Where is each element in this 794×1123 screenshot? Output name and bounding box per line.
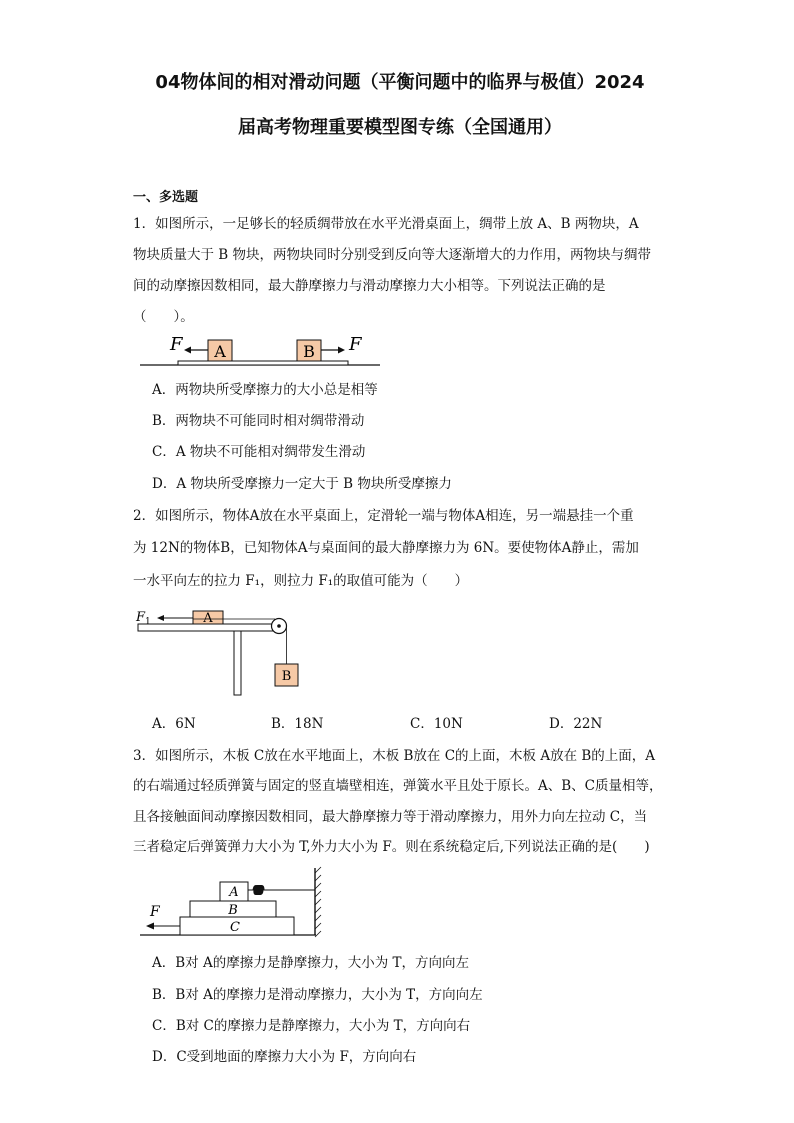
question-3-figure	[135, 865, 325, 940]
question-2-line: 为 12N的物体B，已知物体A与桌面间的最大静摩擦力为 6N。要使物体A静止，需加	[133, 540, 639, 556]
document-title-line-1: 04物体间的相对滑动问题（平衡问题中的临界与极值）2024	[155, 72, 645, 93]
board-c-label: C	[230, 920, 240, 935]
question-1-option-b: B．两物块不可能同时相对绸带滑动	[152, 413, 365, 429]
block-b-label: B	[303, 342, 315, 361]
spring-icon	[248, 886, 315, 895]
question-2-option-b: B．18N	[271, 716, 324, 732]
question-1-line: 1．如图所示，一足够长的轻质绸带放在水平光滑桌面上，绸带上放 A、B 两物块，A	[133, 216, 639, 232]
board-b-label: B	[228, 903, 238, 918]
question-2-line: 一水平向左的拉力 F₁，则拉力 F₁的取值可能为（ ）	[133, 573, 469, 589]
section-heading: 一、多选题	[133, 190, 199, 205]
question-2-option-c: C．10N	[410, 716, 463, 732]
question-1-option-a: A．两物块所受摩擦力的大小总是相等	[152, 382, 378, 398]
block-b-label: B	[281, 669, 292, 684]
question-1-line: 物块质量大于 B 物块，两物块同时分别受到反向等大逐渐增大的力作用，两物块与绸带	[133, 247, 652, 263]
arrowhead-left-icon	[146, 923, 154, 930]
question-3-option-b: B．B对 A的摩擦力是滑动摩擦力，大小为 T，方向向左	[152, 987, 483, 1003]
force-label: F	[150, 904, 160, 920]
silk-ribbon	[178, 361, 348, 365]
question-1-option-c: C．A 物块不可能相对绸带发生滑动	[152, 444, 366, 460]
force-label: $F_1$	[136, 610, 151, 627]
arrowhead-right-icon	[338, 347, 345, 354]
question-2-option-d: D．22N	[549, 716, 603, 732]
force-label-left: F	[170, 334, 183, 355]
question-3-option-c: C．B对 C的摩擦力是静摩擦力，大小为 T，方向向右	[152, 1018, 471, 1034]
question-3-line: 且各接触面间动摩擦因数相同，最大静摩擦力等于滑动摩擦力，用外力向左拉动 C，当	[133, 809, 648, 825]
question-2-option-a: A．6N	[152, 716, 196, 732]
question-1-line: 间的动摩擦因数相同，最大静摩擦力与滑动摩擦力大小相等。下列说法正确的是	[133, 278, 606, 294]
wall-hatching	[315, 867, 321, 937]
question-2-line: 2．如图所示，物体A放在水平桌面上，定滑轮一端与物体A相连，另一端悬挂一个重	[133, 508, 634, 524]
board-a-label: A	[229, 885, 239, 900]
document-title-line-2: 届高考物理重要模型图专练（全国通用）	[238, 117, 562, 138]
question-3-option-a: A．B对 A的摩擦力是静摩擦力，大小为 T，方向向左	[152, 955, 470, 971]
question-3-option-d: D．C受到地面的摩擦力大小为 F，方向向右	[152, 1049, 417, 1065]
question-3-line: 3．如图所示，木板 C放在水平地面上，木板 B放在 C的上面，木板 A放在 B的上面，A	[133, 748, 656, 764]
arrowhead-left-icon	[184, 347, 191, 354]
block-a-label: A	[203, 611, 213, 626]
question-3-line: 三者稳定后弹簧弹力大小为 T,外力大小为 F。则在系统稳定后,下列说法正确的是( )	[133, 839, 650, 855]
question-2-figure	[133, 603, 313, 703]
question-1-option-d: D．A 物块所受摩擦力一定大于 B 物块所受摩擦力	[152, 476, 452, 492]
force-label-right: F	[349, 334, 362, 355]
pulley-axle	[277, 624, 281, 628]
table-leg	[234, 631, 241, 695]
arrowhead-left-icon	[157, 615, 164, 621]
question-1-line: （ ）。	[133, 309, 194, 325]
block-a-label: A	[214, 342, 226, 361]
question-1-figure	[140, 330, 390, 372]
question-3-line: 的右端通过轻质弹簧与固定的竖直墙壁相连，弹簧水平且处于原长。A、B、C质量相等，	[133, 778, 663, 794]
